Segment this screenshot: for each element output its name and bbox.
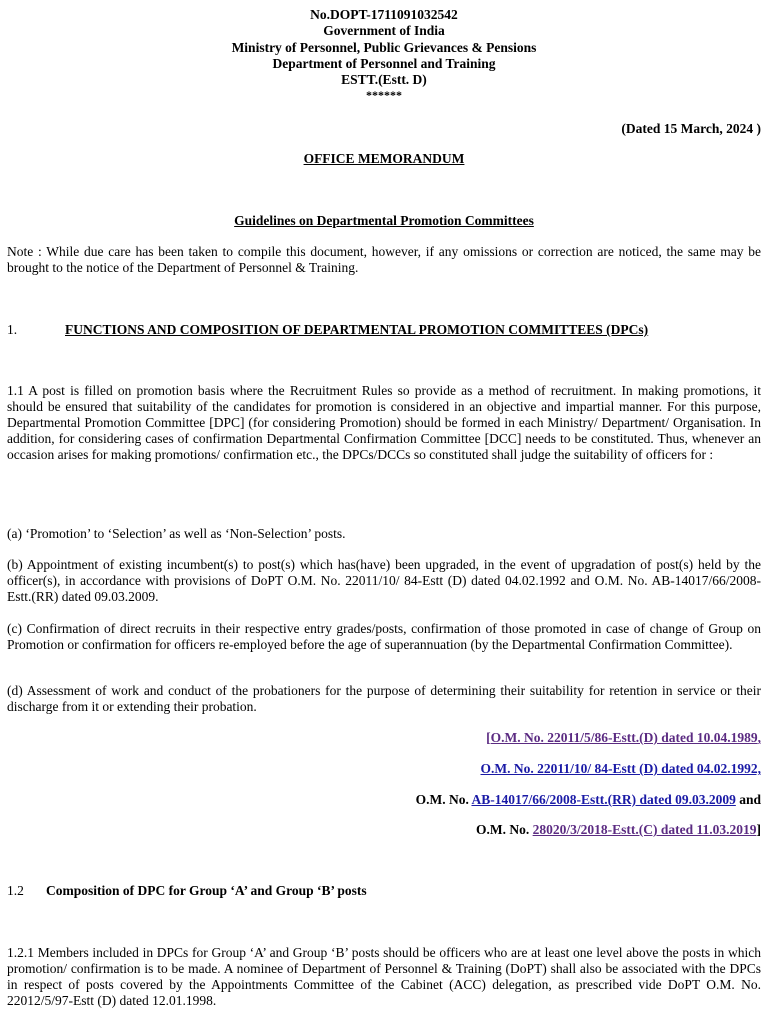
memo-date: (Dated 15 March, 2024 ) [621,121,761,136]
section-1-title: FUNCTIONS AND COMPOSITION OF DEPARTMENTAL PROMOTION COMMITTEES (DPCs) [65,322,649,337]
reference-prefix-2019: O.M. No. [476,822,533,837]
note-paragraph: Note : While due care has been taken to compile this document, however, if any omissions or correction are noticed, the same may be brought to the notice of the Department of Personnel & Training. [7,244,761,275]
header-ministry: Ministry of Personnel, Public Grievances & Pensions [231,40,537,55]
memo-subject: Guidelines on Departmental Promotion Committees [234,213,534,228]
item-d: (d) Assessment of work and conduct of the probationers for the purpose of determining their suitability for retention in service or their discharge from it or extending their probation. [7,683,761,714]
reference-line-4 [476,822,761,838]
paragraph-1-1: 1.1 A post is filled on promotion basis where the Recruitment Rules so provide as a method of recruitment. In making promotions, it should be ensured that suitability of the candidates for promotion is considered in an objective and impartial manner. For this purpose, Departmental Promotion Committee [DPC] (for considering Promotion) should be formed in each Ministry/ Department/ Organisation. In addition, for considering cases of confirmation Departmental Confirmation Committee [DCC] needs to be constituted. Thus, whenever an occasion arises for making promotions/ confirmation etc., the DPCs/DCCs so constituted shall judge the suitability of officers for : [7,383,761,462]
reference-prefix-2009: O.M. No. [415,792,472,807]
reference-close-bracket: ] [756,822,761,837]
item-c: (c) Confirmation of direct recruits in their respective entry grades/posts, confirmation of those promoted in case of change of Group on Promotion or confirmation for officers re-employed before the age of superannuation (by the Departmental Confirmation Committee). [7,621,761,652]
item-b: (b) Appointment of existing incumbent(s) to post(s) which has(have) been upgraded, in the event of upgradation of post(s) held by the officer(s), in accordance with provisions of DoPT O.M. No. 22011/10/ 84-Estt (D) dated 04.02.1992 and O.M. No. AB-14017/66/2008-Estt.(RR) dated 09.03.2009. [7,557,761,604]
header-department: Department of Personnel and Training [272,56,496,71]
section-1-2-number: 1.2 [7,883,24,898]
reference-comma: , [757,730,761,745]
reference-link-1992[interactable]: O.M. No. 22011/10/ 84-Estt (D) dated 04.02.1992, [480,761,761,776]
reference-link-2019[interactable]: 28020/3/2018-Estt.(C) dated 11.03.2019 [532,822,757,837]
reference-line-3 [416,792,761,808]
item-a: (a) ‘Promotion’ to ‘Selection’ as well as ‘Non-Selection’ posts. [7,526,346,541]
reference-link-1989[interactable]: O.M. No. 22011/5/86-Estt.(D) dated 10.04.1989 [490,730,758,745]
section-1-number: 1. [7,322,18,337]
reference-open-bracket: [ [486,730,491,745]
reference-line-1 [486,730,761,746]
reference-line-2 [481,761,762,777]
header-section: ESTT.(Estt. D) [341,72,427,87]
paragraph-1-2-1: 1.2.1 Members included in DPCs for Group ‘A’ and Group ‘B’ posts should be officers who are at least one level above the posts in which promotion/ confirmation is to be made. A nominee of Department of Personnel & Training (DoPT) shall also be associated with the DPCs in respect of posts covered by the Appointments Committee of the Cabinet (ACC) delegation, as prescribed vide DoPT O.M. No. 22012/5/97-Estt (D) dated 12.01.1998. [7,945,761,1008]
reference-suffix-and: and [735,792,761,807]
header-stars: ****** [366,88,402,102]
memo-title: OFFICE MEMORANDUM [303,151,465,166]
reference-link-2009[interactable]: AB-14017/66/2008-Estt.(RR) dated 09.03.2009 [471,792,736,807]
header-government: Government of India [323,23,445,38]
header-ref-no: No.DOPT-1711091032542 [310,7,458,22]
section-1-2-title: Composition of DPC for Group ‘A’ and Group ‘B’ posts [46,883,367,898]
